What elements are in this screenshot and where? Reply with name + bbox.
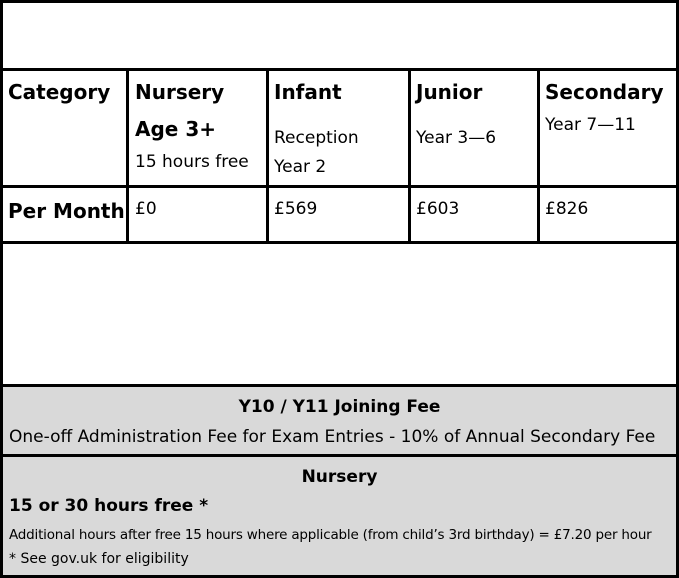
header-nursery-title: Nursery [135,80,225,104]
table-top-border [0,68,679,71]
price-nursery: £0 [135,199,157,219]
header-infant-line2: Reception [274,128,359,148]
joining-fee-panel [0,384,679,456]
price-secondary: £826 [545,199,589,219]
header-nursery-age: Age 3+ [135,117,216,141]
nursery-note-headline: 15 or 30 hours free * [9,496,209,516]
header-infant-line3: Year 2 [274,157,327,177]
table-row-divider [0,185,679,188]
joining-fee-text: One-off Administration Fee for Exam Entries - 10% of Annual Secondary Fee [9,427,656,447]
nursery-note-detail: Additional hours after free 15 hours where applicable (from child’s 3rd birthday) = £7.20 per hour [9,527,652,543]
header-junior-title: Junior [416,80,483,104]
header-category: Category [8,80,111,104]
header-infant-title: Infant [274,80,342,104]
blank-section [0,241,679,386]
joining-fee-title: Y10 / Y11 Joining Fee [238,397,441,417]
column-divider [126,68,129,243]
row-label-per-month: Per Month [8,199,125,223]
header-secondary-years: Year 7—11 [545,115,636,135]
column-divider [537,68,540,243]
column-divider [408,68,411,243]
header-nursery-hours: 15 hours free [135,152,249,172]
nursery-note-footnote: * See gov.uk for eligibility [9,551,189,567]
blank-header-row [0,0,679,70]
header-secondary-title: Secondary [545,80,664,104]
column-divider [266,68,269,243]
price-junior: £603 [416,199,460,219]
nursery-note-title: Nursery [301,467,378,487]
nursery-note-panel [0,454,679,578]
header-junior-years: Year 3—6 [416,128,497,148]
price-infant: £569 [274,199,318,219]
